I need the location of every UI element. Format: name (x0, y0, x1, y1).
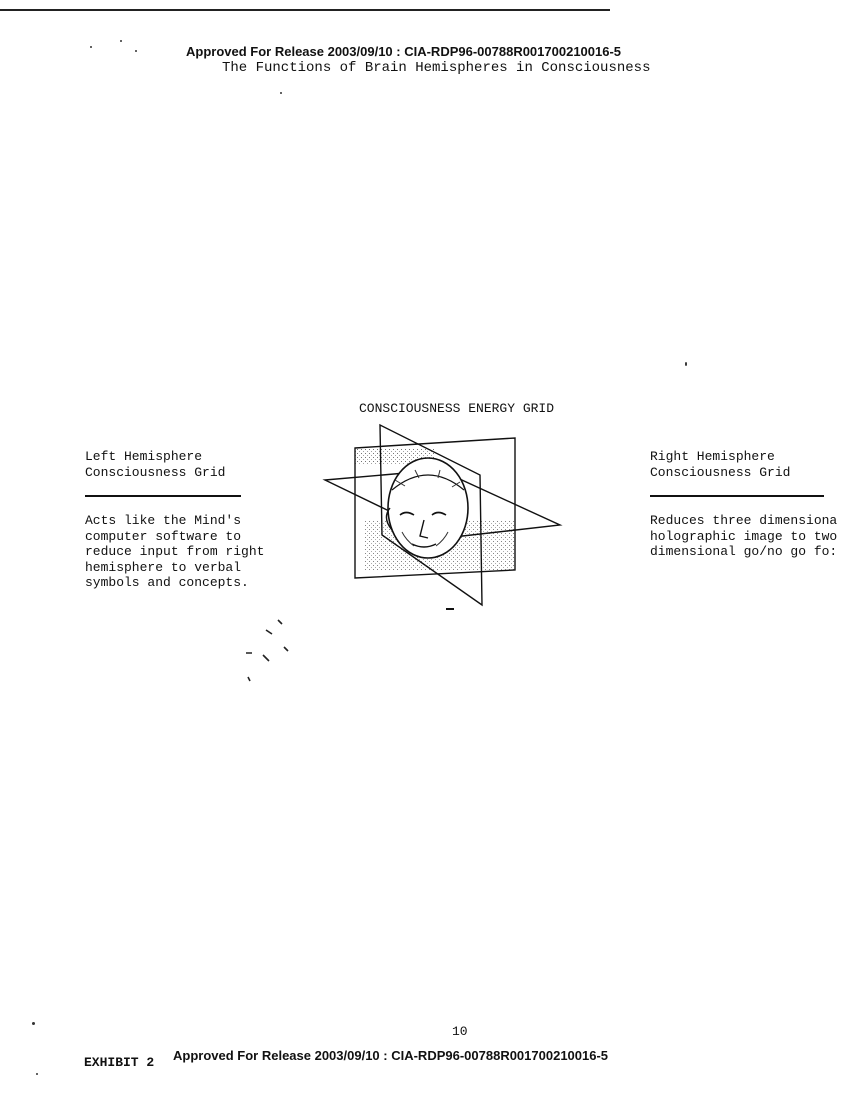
right-description-line: holographic image to two (650, 528, 838, 544)
right-description-line: dimensional go/no go fo: (650, 544, 838, 559)
right-description (650, 513, 837, 560)
speck (135, 50, 137, 52)
page-number: 10 (452, 1024, 468, 1039)
right-heading-rule (650, 495, 824, 497)
right-description-line: Reduces three dimensiona (650, 513, 838, 528)
left-heading-line1: Left Hemisphere (85, 449, 203, 464)
document-subtitle: The Functions of Brain Hemispheres in Consciousness (222, 60, 651, 76)
speck (280, 92, 282, 94)
right-column (650, 449, 850, 579)
left-description-line: symbols and concepts. (85, 575, 249, 590)
exhibit-label: EXHIBIT 2 (84, 1055, 155, 1070)
diagram-title: CONSCIOUSNESS ENERGY GRID (359, 401, 555, 416)
left-description (85, 513, 264, 591)
left-description-line: computer software to (85, 528, 242, 544)
speck (90, 46, 92, 48)
footer-release-line: Approved For Release 2003/09/10 : CIA-RDP96-00788R001700210016-5 (173, 1048, 609, 1063)
consciousness-grid-diagram (320, 420, 570, 615)
right-heading-line1: Right Hemisphere (650, 449, 775, 464)
left-description-line: hemisphere to verbal (85, 559, 242, 575)
speck (36, 1073, 38, 1075)
header-release-line: Approved For Release 2003/09/10 : CIA-RDP96-00788R001700210016-5 (186, 44, 622, 59)
left-heading-line2: Consciousness Grid (85, 465, 226, 480)
speck (32, 1022, 35, 1025)
left-heading-rule (85, 495, 241, 497)
right-heading-line2: Consciousness Grid (650, 465, 791, 480)
left-description-line: Acts like the Mind's (85, 513, 242, 528)
head-icon (386, 458, 468, 558)
stray-marks (238, 615, 298, 690)
left-description-line: reduce input from right (85, 544, 265, 559)
speck (120, 40, 122, 42)
top-border-line (0, 9, 610, 11)
speck (685, 362, 687, 366)
